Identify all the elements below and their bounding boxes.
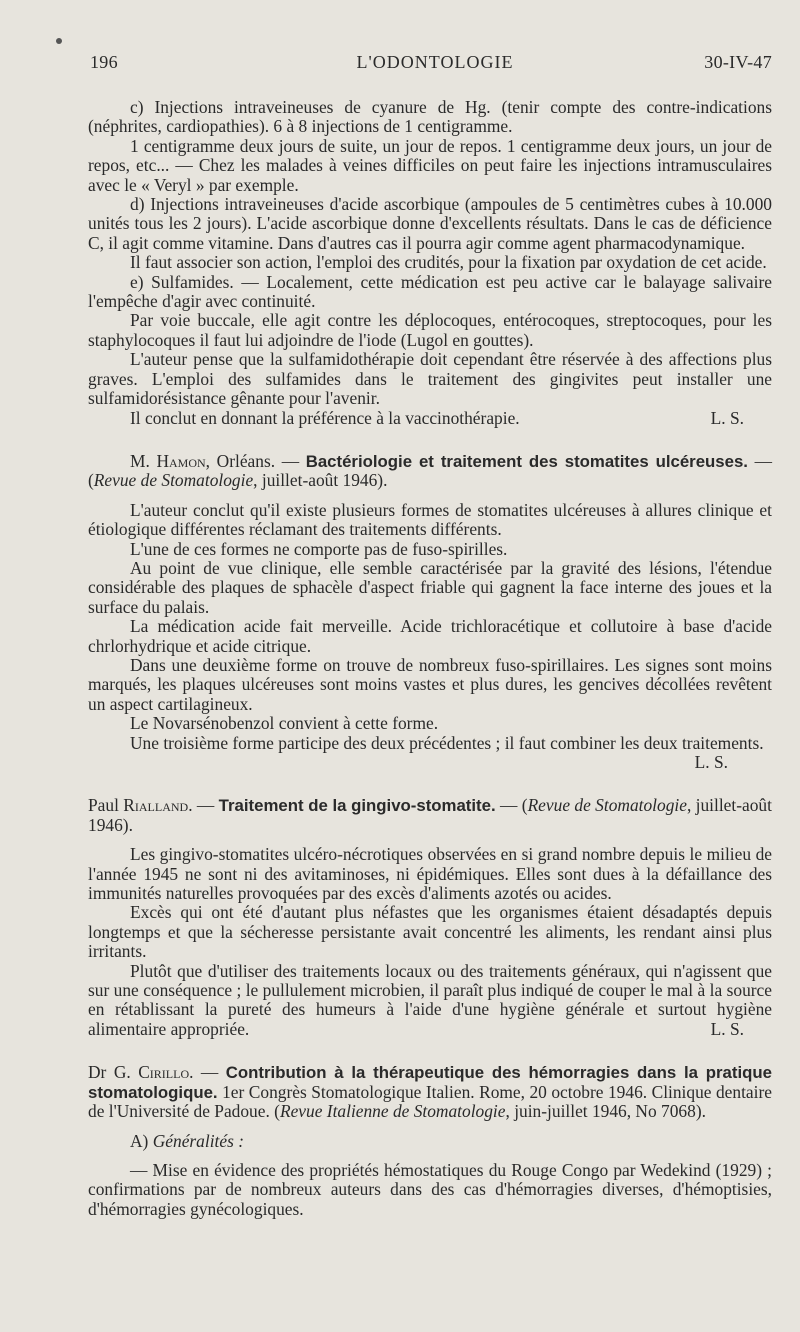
author-prefix: M. — [130, 450, 150, 471]
source-date: , juillet-août 1946). — [88, 795, 772, 835]
signature: L. S. — [694, 752, 728, 772]
paragraph-with-signature — [88, 732, 772, 772]
paragraph: Le Novarsénobenzol convient à cette forme. — [130, 713, 439, 734]
paragraph-with-signature — [88, 409, 772, 428]
paragraph: Les gingivo-stomatites ulcéro-nécrotiques observées en si grand nombre depuis le milieu de l'année 1945 ne sont ni des avitaminoses, ni épidémiques. Elles sont dues à la défaillance des immunités naturelles provoquées par des excès d'aliments azotés ou acides. — [88, 844, 772, 904]
congress-meta: 1er Congrès Stomatologique Italien. Rome, 20 octobre 1946. Clinique dentaire de l'Université de Padoue. ( — [88, 1081, 772, 1122]
source-journal: Revue de Stomatologie — [93, 470, 254, 491]
paragraph: L'auteur conclut qu'il existe plusieurs formes de stomatites ulcéreuses à allures clinique et étiologique différentes réclamant des traitements différents. — [88, 499, 772, 540]
source-journal: Revue Italienne de Stomatologie — [279, 1101, 506, 1122]
author-name: Hamon — [156, 450, 206, 471]
paragraph: e) Sulfamides. — Localement, cette médication est peu active car le balayage salivaire l'empêche d'agir avec continuité. — [88, 271, 772, 312]
source-open: — ( — [88, 450, 772, 491]
journal-title: L'ODONTOLOGIE — [356, 52, 514, 72]
author-dash: . — — [189, 1062, 219, 1083]
subheading-letter: A) — [130, 1130, 149, 1151]
entry-heading — [88, 452, 772, 491]
review-entry-hamon — [88, 452, 772, 773]
subheading — [88, 1132, 772, 1151]
source-date: , juin-juillet 1946, No 7068). — [505, 1101, 706, 1122]
paragraph: c) Injections intraveineuses de cyanure de Hg. (tenir compte des contre-indications (néphrites, cardiopathies). 6 à 8 injections de 1 centigramme. — [88, 97, 772, 137]
subheading-text: Généralités : — [152, 1130, 244, 1151]
ink-dot — [56, 38, 62, 44]
author-name: G. Cirillo — [113, 1062, 190, 1083]
paragraph: Au point de vue clinique, elle semble caractérisée par la gravité des lésions, l'étendue considérable des plaques de sphacèle d'aspect friable qui gagnent la face interne des joues et la surface du palais. — [88, 557, 772, 617]
review-entry-cirillo — [88, 1063, 772, 1219]
author-place: , Orléans. — — [205, 450, 300, 471]
paragraph: La médication acide fait merveille. Acide trichloracétique et collutoire à base d'acide chrlorhydrique et acide citrique. — [88, 616, 772, 656]
paragraph: L'auteur pense que la sulfamidothérapie doit cependant être réservée à des affections plus graves. L'emploi des sulfamides dans le traitement des gingivites peut installer une sulfamidorésistance gênante pour l'avenir. — [88, 349, 772, 409]
paragraph: Il faut associer son action, l'emploi des crudités, pour la fixation par oxydation de cet acide. — [130, 252, 767, 273]
paragraph: Par voie buccale, elle agit contre les déplocoques, entérocoques, streptocoques, pour les staphylocoques il faut lui adjoindre de l'iode (Lugol en gouttes). — [88, 310, 772, 350]
source-journal: Revue de Stomatologie — [527, 795, 687, 816]
source-open: — ( — [495, 795, 528, 816]
review-entry-rialland — [88, 796, 772, 1039]
issue-date: 30-IV-47 — [704, 52, 772, 72]
author-first: Paul — [88, 795, 119, 816]
paragraph: L'une de ces formes ne comporte pas de fuso-spirilles. — [130, 538, 508, 559]
paragraph-text: Une troisième forme participe des deux précédentes ; il faut combiner les deux traitements. — [130, 732, 764, 753]
author-dash: . — — [188, 795, 215, 816]
signature: L. S. — [710, 407, 744, 428]
entry-heading — [88, 1063, 772, 1121]
source-date: , juillet-août 1946). — [253, 470, 388, 491]
paragraph-text: Plutôt que d'utiliser des traitements locaux ou des traitements généraux, qui n'agissent que sur une conséquence ; le pullulement microbien, il paraît plus indiqué de couper le mal à la source en rétablissant la pureté des humeurs à l'aide d'une hygiène générale et surtout hygiène alimentaire appropriée. — [88, 960, 772, 1039]
paragraph: 1 centigramme deux jours de suite, un jour de repos. 1 centigramme deux jours, un jour de repos, etc... — Chez les malades à veines difficiles on peut faire les injections intramusculaires avec le « Veryl » par exemple. — [88, 135, 772, 195]
page-body — [88, 98, 772, 1219]
article-title: Traitement de la gingivo-stomatite. — [218, 796, 496, 816]
paragraph: d) Injections intraveineuses d'acide ascorbique (ampoules de 5 centimètres cubes à 10.000 unités tous les 2 jours). L'acide ascorbique donne d'excellents résultats. Dans le cas de déficience C, il agit comme vitamine. Dans d'autres cas il pourra agir comme agent pharmacodynamique. — [88, 194, 772, 253]
author-name: Rialland — [123, 795, 189, 816]
paragraph-text: Il conclut en donnant la préférence à la vaccinothérapie. — [130, 407, 520, 428]
paragraph: Dans une deuxième forme on trouve de nombreux fuso-spirillaires. Les signes sont moins marqués, les plaques ulcéreuses sont moins vastes et plus dures, les gencives décollées revêtent un aspect cartilagineux. — [88, 654, 772, 714]
section-continued-review — [88, 98, 772, 428]
paragraph: Excès qui ont été d'autant plus néfastes que les organismes étaient désadaptés depuis longtemps et que la sécheresse persistante avait concentré les aliments, les rendant ainsi plus irritants. — [88, 902, 772, 962]
article-title: Contribution à la thérapeutique des hémorragies dans la pratique stomatologique. — [88, 1063, 772, 1102]
entry-heading — [88, 796, 772, 835]
article-title: Bactériologie et traitement des stomatites ulcéreuses. — [305, 451, 748, 471]
signature: L. S. — [710, 1018, 744, 1039]
running-header — [90, 52, 780, 78]
paragraph: — Mise en évidence des propriétés hémostatiques du Rouge Congo par Wedekind (1929) ; confirmations par de nombreux auteurs dans des cas d'hémorragies diverses, d'hémoptisies, d'hémorragies gynécologiques. — [88, 1159, 772, 1219]
page-number: 196 — [90, 52, 118, 72]
paragraph-with-signature — [88, 962, 772, 1040]
author-prefix: Dr — [88, 1062, 107, 1083]
